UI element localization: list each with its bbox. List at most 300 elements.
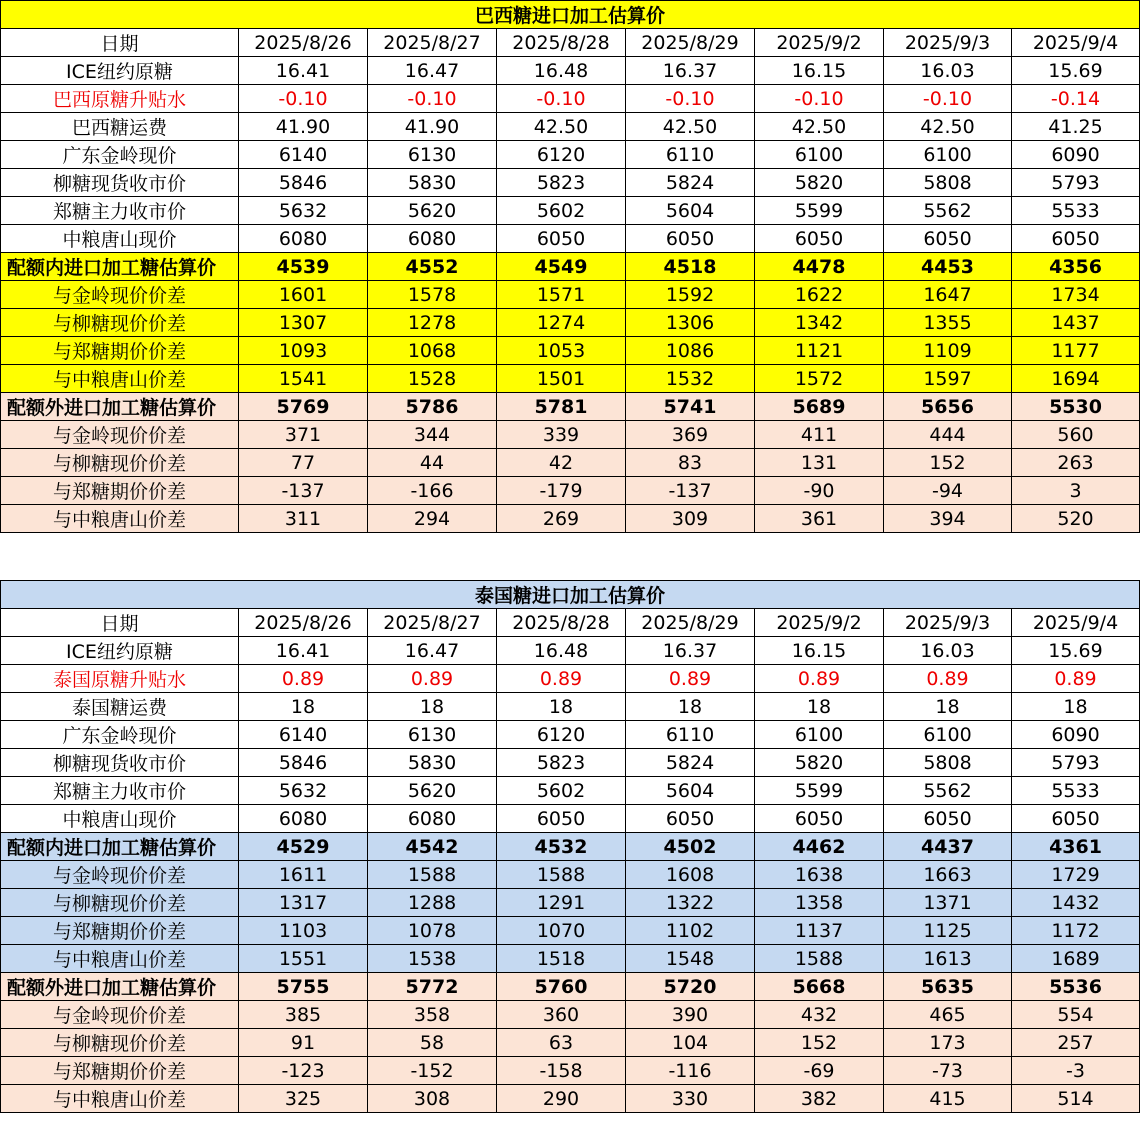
value-cell: 5720	[626, 973, 755, 1001]
value-cell: 390	[626, 1001, 755, 1029]
table-row	[1, 85, 1140, 113]
value-cell: 6100	[884, 141, 1012, 169]
value-cell: 18	[239, 693, 368, 721]
date-header-cell: 2025/9/4	[1012, 609, 1140, 637]
value-cell: -90	[755, 477, 884, 505]
value-cell: 42	[497, 449, 626, 477]
table-row	[1, 1029, 1140, 1057]
table-row	[1, 889, 1140, 917]
date-label: 日期	[1, 29, 239, 57]
value-cell: 1078	[368, 917, 497, 945]
value-cell: 6050	[626, 225, 755, 253]
value-cell: 5604	[626, 777, 755, 805]
table-row	[1, 721, 1140, 749]
value-cell: 41.25	[1012, 113, 1140, 141]
value-cell: 5599	[755, 777, 884, 805]
value-cell: 5808	[884, 169, 1012, 197]
row-label: 与金岭现价价差	[1, 1001, 239, 1029]
value-cell: 16.41	[239, 637, 368, 665]
table-title: 巴西糖进口加工估算价	[1, 1, 1140, 29]
value-cell: 18	[497, 693, 626, 721]
value-cell: 1518	[497, 945, 626, 973]
date-header-row	[1, 609, 1140, 637]
value-cell: 16.37	[626, 637, 755, 665]
value-cell: 6050	[755, 805, 884, 833]
value-cell: 360	[497, 1001, 626, 1029]
value-cell: 1177	[1012, 337, 1140, 365]
value-cell: 344	[368, 421, 497, 449]
value-cell: 5530	[1012, 393, 1140, 421]
value-cell: 5620	[368, 197, 497, 225]
value-cell: 1342	[755, 309, 884, 337]
value-cell: 5786	[368, 393, 497, 421]
value-cell: 5632	[239, 197, 368, 225]
value-cell: 1588	[497, 861, 626, 889]
row-label: 泰国糖运费	[1, 693, 239, 721]
value-cell: 5760	[497, 973, 626, 1001]
table-row	[1, 749, 1140, 777]
table-row	[1, 57, 1140, 85]
table-row	[1, 365, 1140, 393]
value-cell: 5793	[1012, 169, 1140, 197]
value-cell: -94	[884, 477, 1012, 505]
value-cell: 6140	[239, 141, 368, 169]
value-cell: 6140	[239, 721, 368, 749]
value-cell: 1278	[368, 309, 497, 337]
value-cell: 1068	[368, 337, 497, 365]
row-label: ICE纽约原糖	[1, 57, 239, 85]
value-cell: 290	[497, 1085, 626, 1113]
value-cell: 1288	[368, 889, 497, 917]
value-cell: 1608	[626, 861, 755, 889]
value-cell: 1172	[1012, 917, 1140, 945]
row-label: 郑糖主力收市价	[1, 197, 239, 225]
value-cell: 5781	[497, 393, 626, 421]
value-cell: -0.10	[884, 85, 1012, 113]
value-cell: 5602	[497, 777, 626, 805]
value-cell: 1317	[239, 889, 368, 917]
table-title-row	[1, 581, 1140, 609]
value-cell: 6050	[884, 225, 1012, 253]
value-cell: 16.03	[884, 57, 1012, 85]
value-cell: 6120	[497, 141, 626, 169]
value-cell: 83	[626, 449, 755, 477]
value-cell: 16.37	[626, 57, 755, 85]
value-cell: 411	[755, 421, 884, 449]
value-cell: 4502	[626, 833, 755, 861]
value-cell: 1613	[884, 945, 1012, 973]
value-cell: 0.89	[497, 665, 626, 693]
value-cell: 6090	[1012, 721, 1140, 749]
value-cell: 16.03	[884, 637, 1012, 665]
value-cell: 432	[755, 1001, 884, 1029]
value-cell: 371	[239, 421, 368, 449]
value-cell: 330	[626, 1085, 755, 1113]
value-cell: 5635	[884, 973, 1012, 1001]
value-cell: 131	[755, 449, 884, 477]
value-cell: 339	[497, 421, 626, 449]
value-cell: 520	[1012, 505, 1140, 533]
value-cell: 1532	[626, 365, 755, 393]
value-cell: 104	[626, 1029, 755, 1057]
value-cell: 5846	[239, 169, 368, 197]
value-cell: 58	[368, 1029, 497, 1057]
value-cell: 5533	[1012, 777, 1140, 805]
row-label: 与中粮唐山价差	[1, 1085, 239, 1113]
value-cell: 5793	[1012, 749, 1140, 777]
value-cell: 1307	[239, 309, 368, 337]
table-row	[1, 393, 1140, 421]
value-cell: 5820	[755, 749, 884, 777]
value-cell: 369	[626, 421, 755, 449]
value-cell: 4356	[1012, 253, 1140, 281]
table-row	[1, 337, 1140, 365]
table-row	[1, 777, 1140, 805]
value-cell: 5846	[239, 749, 368, 777]
value-cell: 1070	[497, 917, 626, 945]
value-cell: 382	[755, 1085, 884, 1113]
value-cell: 1572	[755, 365, 884, 393]
value-cell: -0.10	[239, 85, 368, 113]
value-cell: 4542	[368, 833, 497, 861]
row-label: 与郑糖期价价差	[1, 337, 239, 365]
value-cell: 1638	[755, 861, 884, 889]
value-cell: 4549	[497, 253, 626, 281]
date-header-cell: 2025/9/2	[755, 29, 884, 57]
table-row	[1, 945, 1140, 973]
table-title: 泰国糖进口加工估算价	[1, 581, 1140, 609]
value-cell: 6120	[497, 721, 626, 749]
value-cell: -116	[626, 1057, 755, 1085]
table-row	[1, 805, 1140, 833]
value-cell: 6050	[1012, 225, 1140, 253]
value-cell: -0.10	[497, 85, 626, 113]
value-cell: 5808	[884, 749, 1012, 777]
value-cell: 4532	[497, 833, 626, 861]
value-cell: 1592	[626, 281, 755, 309]
date-header-cell: 2025/8/26	[239, 29, 368, 57]
value-cell: 5741	[626, 393, 755, 421]
value-cell: 4539	[239, 253, 368, 281]
row-label: 与郑糖期价价差	[1, 917, 239, 945]
value-cell: 554	[1012, 1001, 1140, 1029]
value-cell: 1694	[1012, 365, 1140, 393]
value-cell: 394	[884, 505, 1012, 533]
value-cell: 1322	[626, 889, 755, 917]
value-cell: -73	[884, 1057, 1012, 1085]
value-cell: 4453	[884, 253, 1012, 281]
date-header-cell: 2025/9/2	[755, 609, 884, 637]
value-cell: 5602	[497, 197, 626, 225]
value-cell: 41.90	[239, 113, 368, 141]
value-cell: -0.10	[626, 85, 755, 113]
value-cell: 6050	[884, 805, 1012, 833]
value-cell: 6050	[755, 225, 884, 253]
value-cell: 5668	[755, 973, 884, 1001]
value-cell: 361	[755, 505, 884, 533]
table-row	[1, 421, 1140, 449]
value-cell: 6110	[626, 721, 755, 749]
table-row	[1, 169, 1140, 197]
date-label: 日期	[1, 609, 239, 637]
date-header-cell: 2025/8/28	[497, 609, 626, 637]
value-cell: 4361	[1012, 833, 1140, 861]
row-label: 柳糖现货收市价	[1, 169, 239, 197]
value-cell: 257	[1012, 1029, 1140, 1057]
value-cell: 1541	[239, 365, 368, 393]
value-cell: 263	[1012, 449, 1140, 477]
value-cell: 1588	[755, 945, 884, 973]
value-cell: 1729	[1012, 861, 1140, 889]
value-cell: -158	[497, 1057, 626, 1085]
value-cell: 91	[239, 1029, 368, 1057]
value-cell: 309	[626, 505, 755, 533]
value-cell: 465	[884, 1001, 1012, 1029]
row-label: 郑糖主力收市价	[1, 777, 239, 805]
value-cell: 6080	[368, 805, 497, 833]
value-cell: 0.89	[368, 665, 497, 693]
row-label: 与柳糖现价价差	[1, 889, 239, 917]
value-cell: 5824	[626, 169, 755, 197]
value-cell: 18	[755, 693, 884, 721]
value-cell: 3	[1012, 477, 1140, 505]
value-cell: 16.48	[497, 637, 626, 665]
row-label: 中粮唐山现价	[1, 805, 239, 833]
date-header-cell: 2025/9/4	[1012, 29, 1140, 57]
row-label: 与金岭现价价差	[1, 281, 239, 309]
value-cell: 5823	[497, 169, 626, 197]
value-cell: 6130	[368, 141, 497, 169]
value-cell: 18	[626, 693, 755, 721]
value-cell: 5772	[368, 973, 497, 1001]
value-cell: 5824	[626, 749, 755, 777]
value-cell: 16.41	[239, 57, 368, 85]
date-header-cell: 2025/8/27	[368, 29, 497, 57]
thai-sugar-table	[0, 580, 1140, 1113]
value-cell: 16.15	[755, 57, 884, 85]
value-cell: 1306	[626, 309, 755, 337]
row-label: 与金岭现价价差	[1, 421, 239, 449]
date-header-cell: 2025/8/26	[239, 609, 368, 637]
value-cell: 1601	[239, 281, 368, 309]
value-cell: 560	[1012, 421, 1140, 449]
value-cell: 0.89	[884, 665, 1012, 693]
value-cell: 1501	[497, 365, 626, 393]
table-row	[1, 1085, 1140, 1113]
value-cell: 1371	[884, 889, 1012, 917]
table-row	[1, 141, 1140, 169]
row-label: 泰国原糖升贴水	[1, 665, 239, 693]
value-cell: 5562	[884, 197, 1012, 225]
value-cell: 6130	[368, 721, 497, 749]
value-cell: 6080	[239, 225, 368, 253]
value-cell: 1689	[1012, 945, 1140, 973]
value-cell: 6080	[368, 225, 497, 253]
row-label: 与金岭现价价差	[1, 861, 239, 889]
value-cell: 42.50	[884, 113, 1012, 141]
row-label: 与中粮唐山价差	[1, 945, 239, 973]
value-cell: 6090	[1012, 141, 1140, 169]
value-cell: 15.69	[1012, 57, 1140, 85]
value-cell: 1291	[497, 889, 626, 917]
row-label: 柳糖现货收市价	[1, 749, 239, 777]
value-cell: 1588	[368, 861, 497, 889]
row-label: 巴西原糖升贴水	[1, 85, 239, 113]
value-cell: 5769	[239, 393, 368, 421]
value-cell: -137	[626, 477, 755, 505]
row-label: 巴西糖运费	[1, 113, 239, 141]
value-cell: 15.69	[1012, 637, 1140, 665]
table-row	[1, 477, 1140, 505]
table-row	[1, 309, 1140, 337]
value-cell: 0.89	[1012, 665, 1140, 693]
row-label: 中粮唐山现价	[1, 225, 239, 253]
value-cell: 1571	[497, 281, 626, 309]
value-cell: -0.10	[368, 85, 497, 113]
row-label: 与中粮唐山价差	[1, 505, 239, 533]
value-cell: 1578	[368, 281, 497, 309]
value-cell: 18	[1012, 693, 1140, 721]
value-cell: 42.50	[755, 113, 884, 141]
value-cell: 5632	[239, 777, 368, 805]
brazil-sugar-table	[0, 0, 1140, 533]
row-label: 广东金岭现价	[1, 141, 239, 169]
value-cell: 6080	[239, 805, 368, 833]
table-row	[1, 693, 1140, 721]
table-row	[1, 281, 1140, 309]
date-header-cell: 2025/8/29	[626, 609, 755, 637]
row-label: 配额内进口加工糖估算价	[1, 253, 239, 281]
row-label: 与郑糖期价价差	[1, 1057, 239, 1085]
value-cell: 1103	[239, 917, 368, 945]
value-cell: 5620	[368, 777, 497, 805]
value-cell: 308	[368, 1085, 497, 1113]
date-header-row	[1, 29, 1140, 57]
value-cell: 358	[368, 1001, 497, 1029]
value-cell: 18	[368, 693, 497, 721]
value-cell: 6110	[626, 141, 755, 169]
value-cell: 4437	[884, 833, 1012, 861]
value-cell: 1734	[1012, 281, 1140, 309]
value-cell: 1647	[884, 281, 1012, 309]
table-row	[1, 833, 1140, 861]
value-cell: 5689	[755, 393, 884, 421]
value-cell: 1109	[884, 337, 1012, 365]
value-cell: 16.15	[755, 637, 884, 665]
table-row	[1, 449, 1140, 477]
value-cell: 5823	[497, 749, 626, 777]
value-cell: 415	[884, 1085, 1012, 1113]
value-cell: 5604	[626, 197, 755, 225]
value-cell: 1137	[755, 917, 884, 945]
value-cell: 1432	[1012, 889, 1140, 917]
value-cell: -0.10	[755, 85, 884, 113]
row-label: 配额内进口加工糖估算价	[1, 833, 239, 861]
value-cell: 514	[1012, 1085, 1140, 1113]
table-title-row	[1, 1, 1140, 29]
value-cell: 5562	[884, 777, 1012, 805]
value-cell: 152	[755, 1029, 884, 1057]
value-cell: 325	[239, 1085, 368, 1113]
value-cell: 385	[239, 1001, 368, 1029]
value-cell: 42.50	[497, 113, 626, 141]
table-row	[1, 197, 1140, 225]
value-cell: 1102	[626, 917, 755, 945]
value-cell: -152	[368, 1057, 497, 1085]
value-cell: 44	[368, 449, 497, 477]
value-cell: 4518	[626, 253, 755, 281]
value-cell: 6100	[755, 141, 884, 169]
value-cell: 1611	[239, 861, 368, 889]
value-cell: -0.14	[1012, 85, 1140, 113]
value-cell: 6050	[626, 805, 755, 833]
table-row	[1, 917, 1140, 945]
value-cell: 6100	[884, 721, 1012, 749]
row-label: 与柳糖现价价差	[1, 309, 239, 337]
value-cell: -3	[1012, 1057, 1140, 1085]
value-cell: 5599	[755, 197, 884, 225]
value-cell: 16.47	[368, 637, 497, 665]
value-cell: 1355	[884, 309, 1012, 337]
table-row	[1, 113, 1140, 141]
value-cell: 4529	[239, 833, 368, 861]
date-header-cell: 2025/8/28	[497, 29, 626, 57]
table-row	[1, 253, 1140, 281]
value-cell: -69	[755, 1057, 884, 1085]
value-cell: 1538	[368, 945, 497, 973]
value-cell: 1551	[239, 945, 368, 973]
value-cell: 16.48	[497, 57, 626, 85]
table-row	[1, 225, 1140, 253]
value-cell: 16.47	[368, 57, 497, 85]
row-label: 与中粮唐山价差	[1, 365, 239, 393]
table-row	[1, 1001, 1140, 1029]
table-row	[1, 1057, 1140, 1085]
value-cell: 18	[884, 693, 1012, 721]
value-cell: 1597	[884, 365, 1012, 393]
date-header-cell: 2025/9/3	[884, 29, 1012, 57]
value-cell: 4462	[755, 833, 884, 861]
row-label: 与郑糖期价价差	[1, 477, 239, 505]
value-cell: 311	[239, 505, 368, 533]
row-label: 与柳糖现价价差	[1, 1029, 239, 1057]
value-cell: 1274	[497, 309, 626, 337]
value-cell: 5830	[368, 749, 497, 777]
value-cell: 4478	[755, 253, 884, 281]
value-cell: 1528	[368, 365, 497, 393]
value-cell: 1053	[497, 337, 626, 365]
row-label: 广东金岭现价	[1, 721, 239, 749]
value-cell: 1358	[755, 889, 884, 917]
value-cell: 173	[884, 1029, 1012, 1057]
value-cell: 5820	[755, 169, 884, 197]
table-row	[1, 973, 1140, 1001]
row-label: 与柳糖现价价差	[1, 449, 239, 477]
value-cell: 1663	[884, 861, 1012, 889]
value-cell: 1093	[239, 337, 368, 365]
value-cell: 6050	[497, 225, 626, 253]
row-label: 配额外进口加工糖估算价	[1, 973, 239, 1001]
value-cell: 4552	[368, 253, 497, 281]
table-row	[1, 665, 1140, 693]
value-cell: 1121	[755, 337, 884, 365]
value-cell: 6050	[497, 805, 626, 833]
value-cell: 1086	[626, 337, 755, 365]
value-cell: 77	[239, 449, 368, 477]
value-cell: -137	[239, 477, 368, 505]
value-cell: 5830	[368, 169, 497, 197]
table-row	[1, 505, 1140, 533]
